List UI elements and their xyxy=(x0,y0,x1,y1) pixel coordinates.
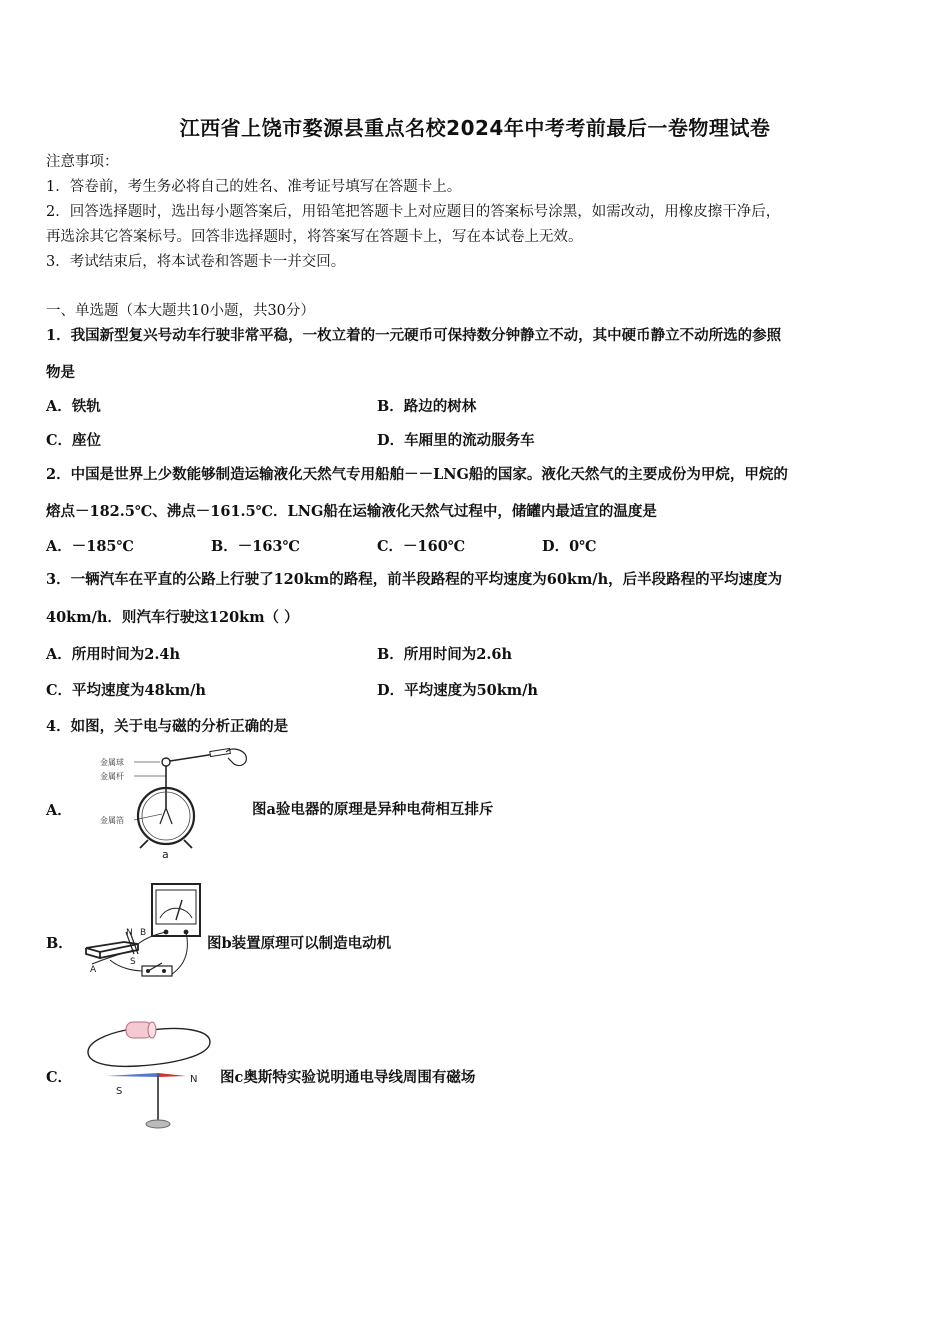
question-4-text: 4．如图，关于电与磁的分析正确的是 xyxy=(46,718,289,735)
question-3-text-cont: 40km/h．则汽车行驶这120km（ ） xyxy=(46,609,299,626)
question-1-text-cont: 物是 xyxy=(46,364,75,381)
fig-b-label-s: S xyxy=(130,957,136,967)
q1-option-c[interactable]: C．座位 xyxy=(46,432,102,449)
oersted-experiment-figure xyxy=(82,1010,217,1135)
q3-option-d[interactable]: D．平均速度为50km/h xyxy=(377,682,538,699)
q1-option-d[interactable]: D．车厢里的流动服务车 xyxy=(377,432,535,449)
q2-option-c[interactable]: C．－160℃ xyxy=(377,538,466,555)
fig-b-label-n: N xyxy=(126,928,133,938)
electroscope-figure xyxy=(96,748,251,863)
q4-option-a-label[interactable]: A． xyxy=(46,802,72,819)
q1-option-a[interactable]: A．铁轨 xyxy=(46,398,101,415)
page-title: 江西省上饶市婺源县重点名校2024年中考考前最后一卷物理试卷 xyxy=(179,116,771,140)
q2-option-d[interactable]: D．0℃ xyxy=(542,538,597,555)
fig-a-label-rod: 金属杆 xyxy=(100,772,124,781)
notice-item-2: 2．回答选择题时，选出每小题答案后，用铅笔把答题卡上对应题目的答案标号涂黑，如需改动，用橡皮擦干净后， xyxy=(46,204,781,220)
section-heading: 一、单选题（本大题共10小题，共30分） xyxy=(46,303,315,319)
question-3-text: 3．一辆汽车在平直的公路上行驶了120km的路程，前半段路程的平均速度为60km/h，后半段路程的平均速度为 xyxy=(46,571,783,588)
q4-option-c-label[interactable]: C． xyxy=(46,1069,73,1086)
q4-option-c-text: 图c奥斯特实验说明通电导线周围有磁场 xyxy=(220,1069,476,1086)
induction-apparatus-figure xyxy=(82,880,207,980)
fig-b-label-b: B xyxy=(140,928,147,938)
question-2-text: 2．中国是世界上少数能够制造运输液化天然气专用船舶－－LNG船的国家。液化天然气的主要成份为甲烷，甲烷的 xyxy=(46,466,788,483)
fig-a-label-foil: 金属箔 xyxy=(100,816,124,825)
fig-c-label-s: S xyxy=(116,1086,123,1097)
q2-option-a[interactable]: A．－185℃ xyxy=(46,538,134,555)
fig-b-label-a: A xyxy=(90,965,97,975)
notice-heading: 注意事项： xyxy=(46,154,119,170)
q3-option-a[interactable]: A．所用时间为2.4h xyxy=(46,646,181,663)
q4-option-b-text: 图b装置原理可以制造电动机 xyxy=(207,935,392,952)
q2-option-b[interactable]: B．－163℃ xyxy=(211,538,300,555)
q4-option-a-text: 图a验电器的原理是异种电荷相互排斥 xyxy=(252,801,494,818)
q4-option-b-label[interactable]: B． xyxy=(46,935,73,952)
notice-item-2-cont: 再选涂其它答案标号。回答非选择题时，将答案写在答题卡上，写在本试卷上无效。 xyxy=(46,229,583,245)
q3-option-b[interactable]: B．所用时间为2.6h xyxy=(377,646,513,663)
question-1-text: 1．我国新型复兴号动车行驶非常平稳，一枚立着的一元硬币可保持数分钟静立不动，其中硬币静立不动所选的参照 xyxy=(46,327,782,344)
notice-item-1: 1．答卷前，考生务必将自己的姓名、准考证号填写在答题卡上。 xyxy=(46,179,462,195)
fig-a-label-ball: 金属球 xyxy=(100,758,124,767)
q1-option-b[interactable]: B．路边的树林 xyxy=(377,398,477,415)
fig-a-caption: a xyxy=(162,848,169,861)
notice-item-3: 3．考试结束后，将本试卷和答题卡一并交回。 xyxy=(46,254,346,270)
fig-c-label-n: N xyxy=(190,1074,198,1085)
question-2-text-cont: 熔点－182.5℃、沸点－161.5℃．LNG船在运输液化天然气过程中，储罐内最适宜的温度是 xyxy=(46,503,657,520)
q3-option-c[interactable]: C．平均速度为48km/h xyxy=(46,682,206,699)
